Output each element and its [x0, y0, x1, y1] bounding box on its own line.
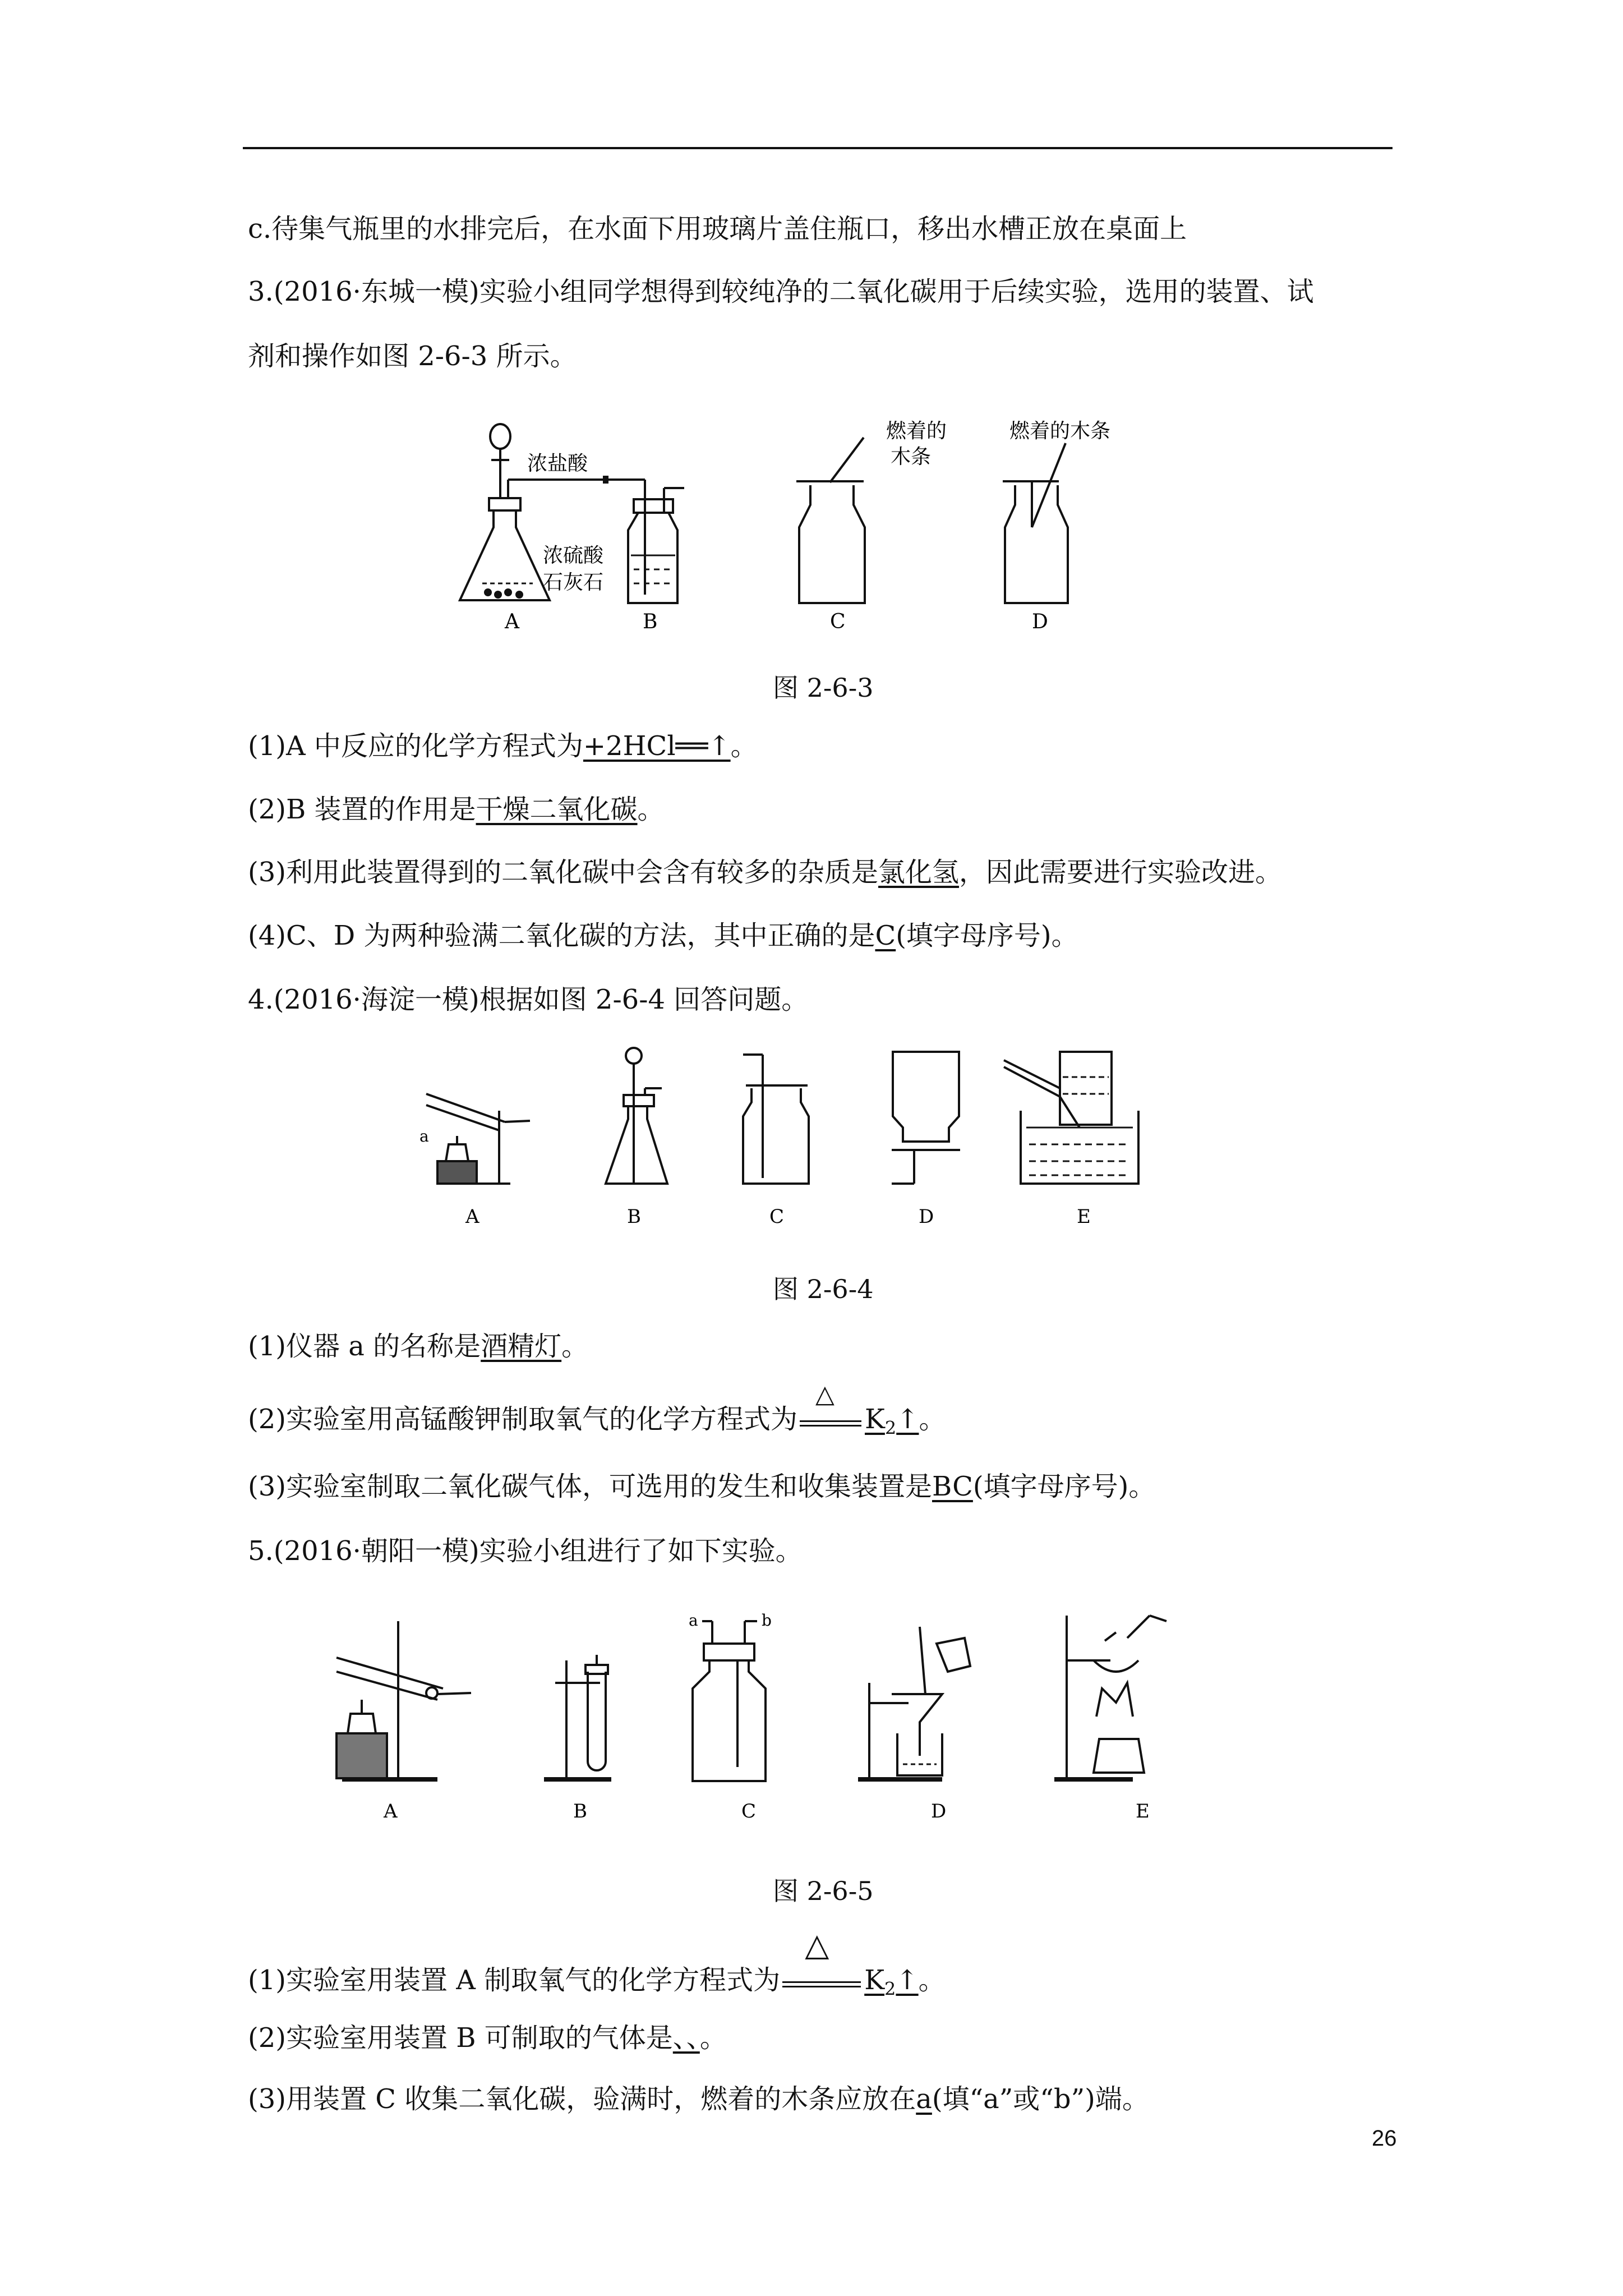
- fig263-letter-C: C: [830, 610, 846, 633]
- apparatus-D: [892, 1052, 960, 1184]
- heat-symbol: △: [805, 1927, 829, 1963]
- equals-sign: [782, 1981, 861, 1987]
- figure-2-6-5-caption: 图 2-6-5: [773, 1876, 874, 1906]
- figure-2-6-5: [320, 1604, 1239, 1840]
- fig263-letter-D: D: [1032, 610, 1048, 633]
- answer-4-3: BC: [932, 1471, 973, 1502]
- question-5-part-1: (1)实验室用装置 A 制取氧气的化学方程式为 △ $K_2↑$。: [248, 1927, 946, 2000]
- answer-3-4: C: [875, 920, 896, 951]
- figure-2-6-4: [415, 1043, 1211, 1234]
- fig264-letter-C: C: [769, 1205, 785, 1228]
- page-number: 26: [1372, 2126, 1397, 2151]
- reaction-condition: [780, 1927, 864, 1997]
- label-port-a: a: [689, 1611, 698, 1630]
- question-4-part-3: (3)实验室制取二氧化碳气体，可选用的发生和收集装置是BC(填字母序号)。: [248, 1471, 1156, 1502]
- fig265-letter-D: D: [931, 1800, 947, 1823]
- apparatus-A: [336, 1621, 471, 1779]
- question-4-part-2: (2)实验室用高锰酸钾制取氧气的化学方程式为 △ $K_2↑$。: [248, 1402, 946, 1445]
- fig265-letter-A: A: [384, 1800, 398, 1823]
- answer-3-1: +2HCl══↑: [583, 730, 731, 762]
- figure-2-6-3: [437, 415, 1223, 639]
- apparatus-D: [1003, 443, 1068, 603]
- answer-5-2: 、、: [672, 2022, 700, 2054]
- equals-sign: [800, 1420, 861, 1427]
- figure-2-6-4-caption: 图 2-6-4: [773, 1274, 874, 1304]
- question-4-part-1: (1)仪器 a 的名称是酒精灯。: [248, 1331, 589, 1362]
- fig263-letter-A: A: [505, 610, 519, 633]
- label-c-line1: 燃着的: [886, 420, 947, 443]
- question-5-part-2: (2)实验室用装置 B 可制取的气体是、、。: [248, 2022, 727, 2054]
- apparatus-B: [628, 488, 684, 603]
- label-hcl: 浓盐酸: [527, 452, 588, 475]
- answer-4-1: 酒精灯: [481, 1331, 562, 1362]
- heat-symbol: △: [815, 1380, 834, 1409]
- figure-2-6-3-caption: 图 2-6-3: [773, 673, 874, 703]
- question-4-title: 4.(2016·海淀一模)根据如图 2-6-4 回答问题。: [248, 984, 809, 1015]
- fig264-letter-A: A: [465, 1205, 479, 1228]
- fig264-letter-B: B: [627, 1205, 641, 1228]
- apparatus-D: [858, 1627, 970, 1779]
- label-port-b: b: [762, 1611, 772, 1630]
- answer-4-2: $K_2↑$: [865, 1404, 919, 1439]
- fig264-letter-E: E: [1077, 1205, 1091, 1228]
- apparatus-C: [743, 1055, 809, 1184]
- text-line-c: c.待集气瓶里的水排完后，在水面下用玻璃片盖住瓶口，移出水槽正放在桌面上: [248, 213, 1187, 245]
- question-3-part-3: (3)利用此装置得到的二氧化碳中会含有较多的杂质是氯化氢，因此需要进行实验改进。: [248, 857, 1283, 888]
- label-h2so4: 浓硫酸: [543, 544, 604, 567]
- label-a: a: [419, 1127, 429, 1145]
- fig265-letter-E: E: [1136, 1800, 1150, 1823]
- apparatus-C: [796, 438, 865, 603]
- apparatus-B: [544, 1655, 611, 1779]
- fig265-letter-B: B: [573, 1800, 587, 1823]
- question-5-part-3: (3)用装置 C 收集二氧化碳，验满时，燃着的木条应放在a(填“a”或“b”)端。: [248, 2083, 1149, 2115]
- question-5-title: 5.(2016·朝阳一模)实验小组进行了如下实验。: [248, 1535, 803, 1567]
- label-d: 燃着的木条: [1009, 420, 1111, 443]
- reaction-condition: [797, 1380, 865, 1436]
- apparatus-E: [1004, 1052, 1138, 1184]
- label-limestone: 石灰石: [543, 571, 604, 594]
- apparatus-C: [693, 1621, 766, 1781]
- answer-5-3: a: [916, 2083, 932, 2115]
- label-c-line2: 木条: [891, 445, 932, 468]
- fig265-letter-C: C: [741, 1800, 757, 1823]
- answer-3-3: 氯化氢: [878, 857, 960, 888]
- apparatus-B: [606, 1048, 667, 1184]
- question-3-title-line1: 3.(2016·东城一模)实验小组同学想得到较纯净的二氧化碳用于后续实验，选用的装置、试: [248, 276, 1314, 307]
- answer-3-2: 干燥二氧化碳: [476, 794, 638, 825]
- question-3-part-4: (4)C、D 为两种验满二氧化碳的方法，其中正确的是C(填字母序号)。: [248, 920, 1078, 951]
- header-rule: [243, 147, 1393, 149]
- limestone-pieces: [484, 588, 523, 599]
- answer-5-1: $K_2↑$: [864, 1964, 919, 2000]
- fig263-letter-B: B: [643, 610, 658, 633]
- fig264-letter-D: D: [919, 1205, 934, 1228]
- apparatus-A: [426, 1094, 530, 1184]
- question-3-title-line2: 剂和操作如图 2-6-3 所示。: [248, 341, 577, 372]
- apparatus-E: [1054, 1616, 1166, 1779]
- question-3-part-2: (2)B 装置的作用是干燥二氧化碳。: [248, 794, 665, 825]
- question-3-part-1: (1)A 中反应的化学方程式为+2HCl══↑。: [248, 730, 758, 762]
